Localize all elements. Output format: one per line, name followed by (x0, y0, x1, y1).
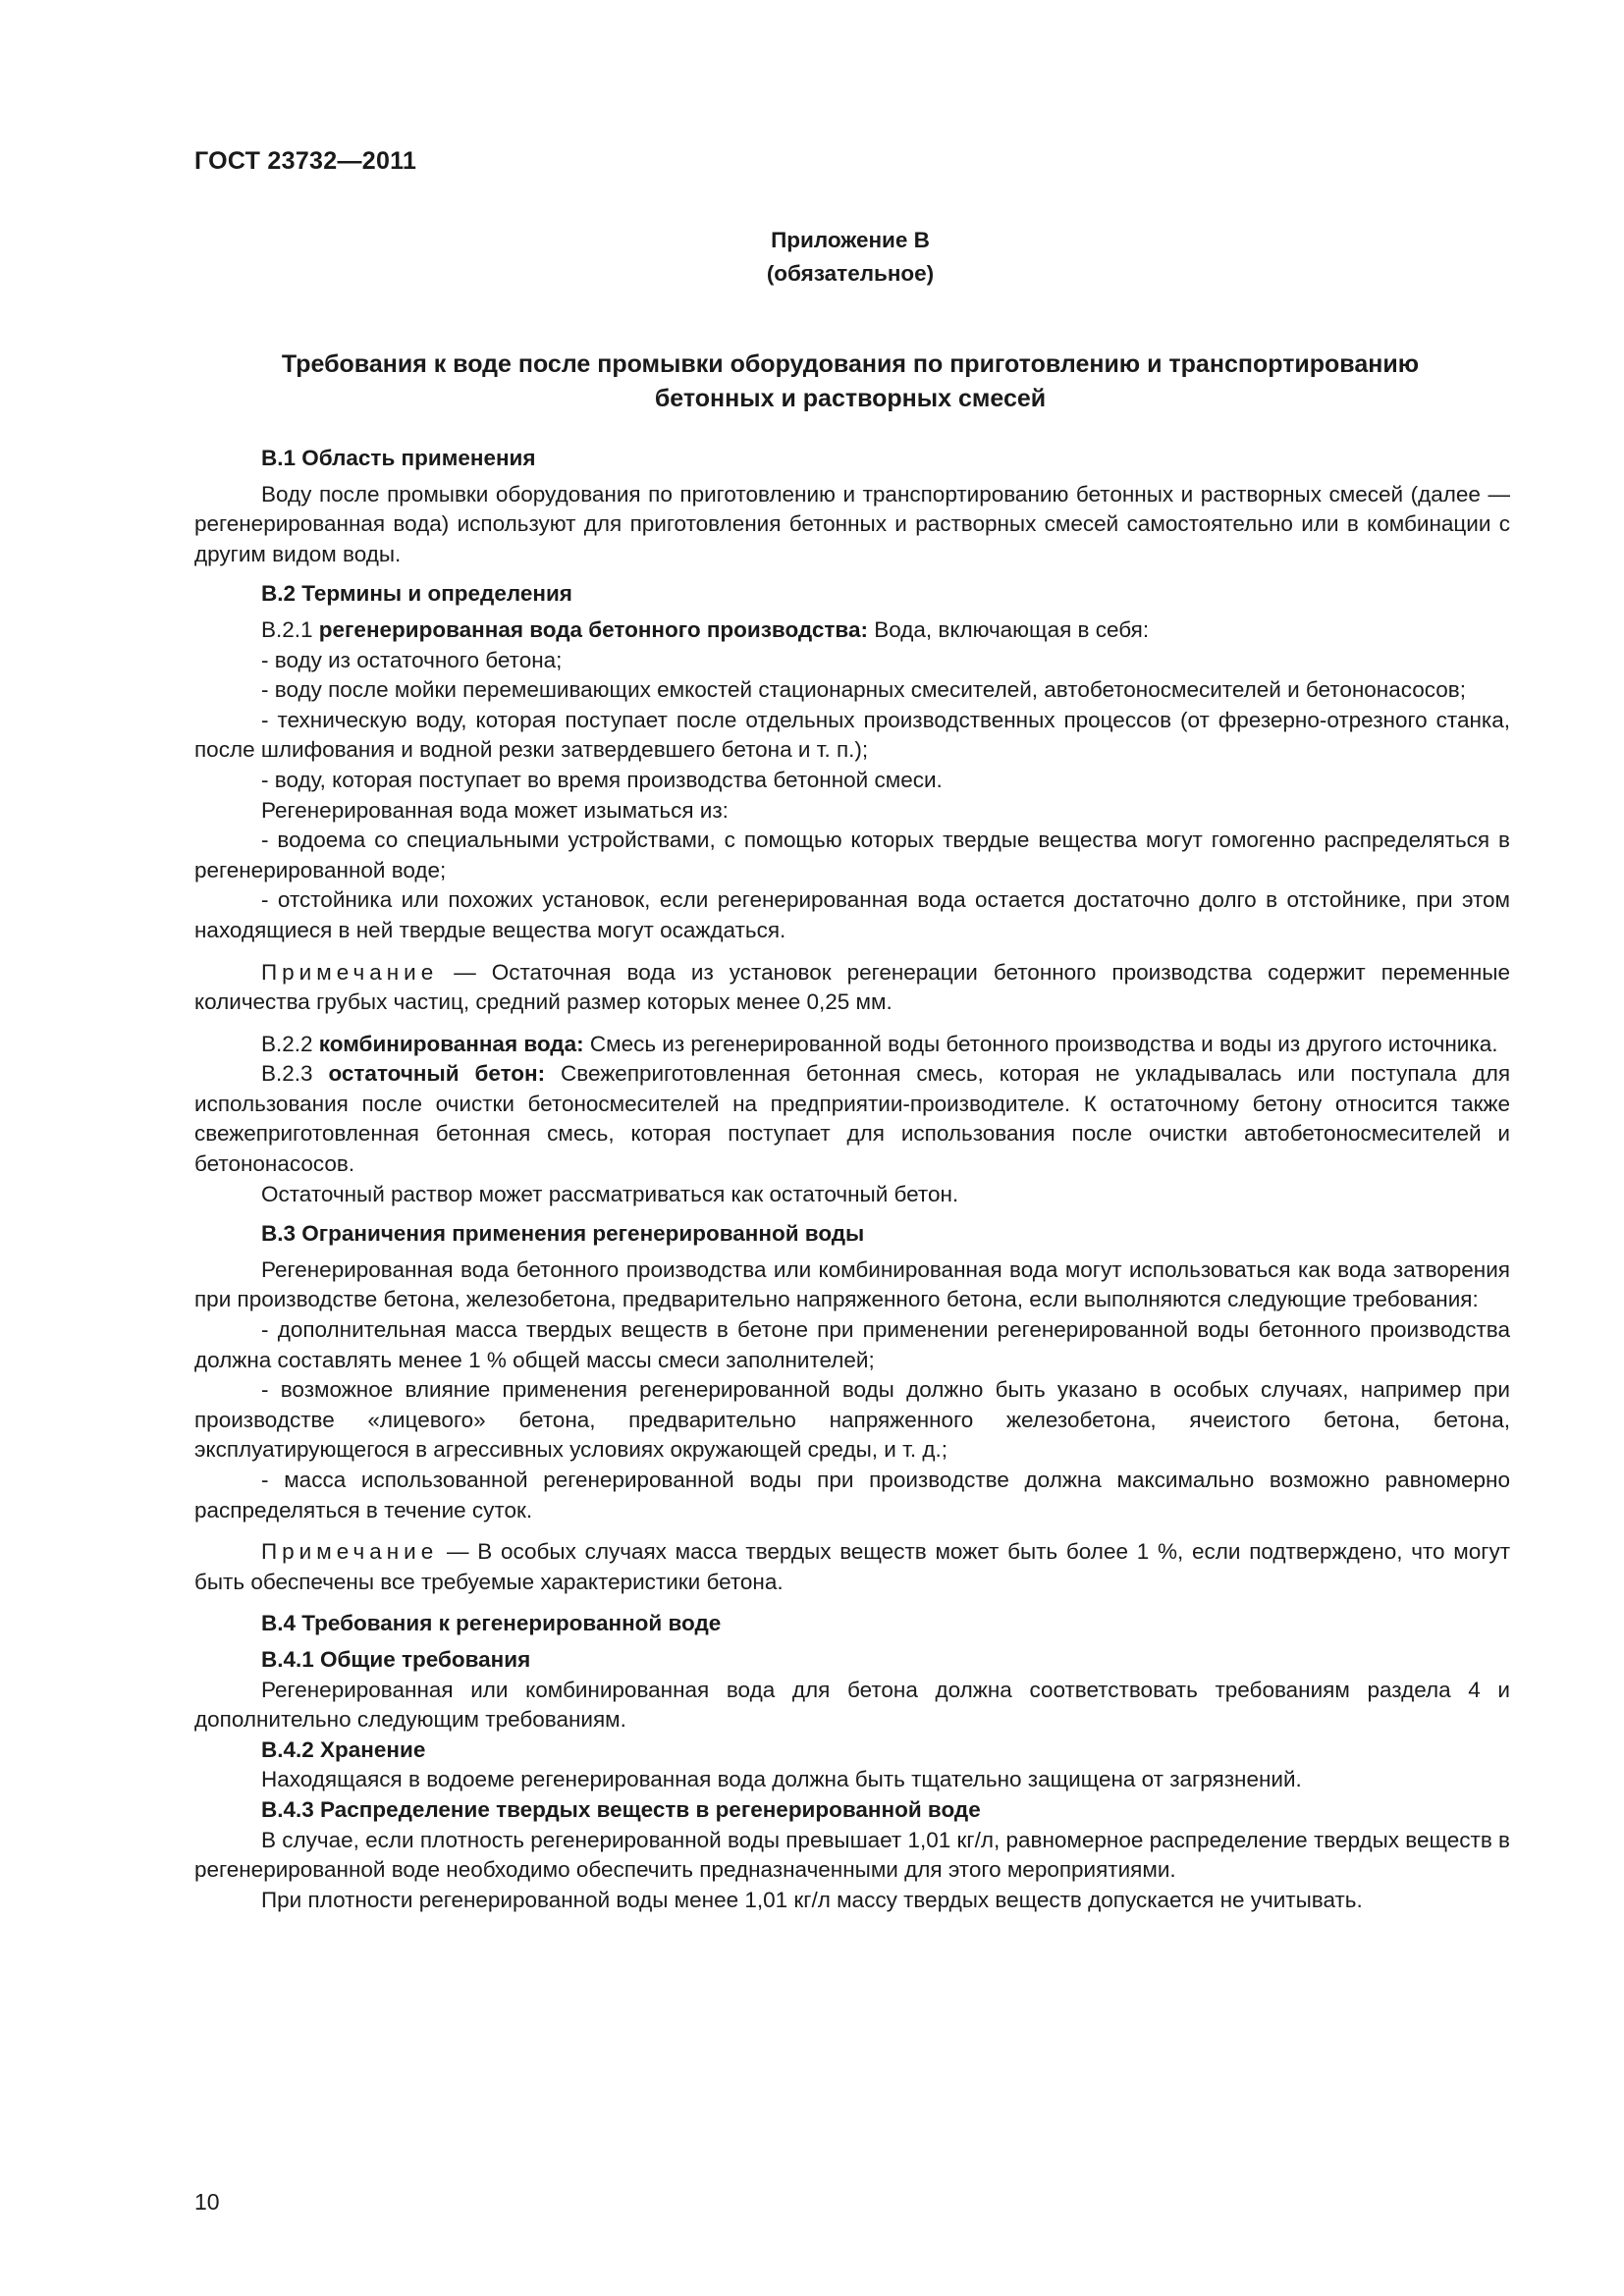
list-item: - воду после мойки перемешивающих емкостей стационарных смесителей, автобетоносмесителей и бетононасосов; (261, 677, 1466, 703)
document-body (194, 444, 1510, 1915)
definition-text: Смесь из регенерированной воды бетонного производства и воды из другого источника. (583, 1031, 1498, 1056)
clause-number: В.2.2 (261, 1031, 319, 1056)
list-item: - воду, которая поступает во время производства бетонной смеси. (261, 767, 943, 792)
appendix-heading (194, 224, 1506, 291)
subsection-heading-b4-1: В.4.1 Общие требования (261, 1646, 531, 1672)
note-label: Примечание (261, 959, 439, 985)
paragraph: Регенерированная вода бетонного производства или комбинированная вода могут использоваться как вода затворения при производстве бетона, железобетона, предварительно напряженного бетона, если выполняются следующие требования: (194, 1256, 1510, 1312)
paragraph: При плотности регенерированной воды менее 1,01 кг/л массу твердых веществ допускается не учитывать. (261, 1887, 1363, 1912)
list-item: - воду из остаточного бетона; (261, 647, 563, 672)
definition-b2-3 (194, 1059, 1510, 1179)
page-number: 10 (194, 2189, 220, 2215)
list-item: - дополнительная масса твердых веществ в бетоне при применении регенерированной воды бетонного производства должна составлять менее 1 % общей массы смеси заполнителей; (194, 1317, 1510, 1372)
defined-term: регенерированная вода бетонного производства: (318, 616, 868, 642)
section-heading-b2: В.2 Термины и определения (261, 581, 572, 607)
definition-b2-1 (194, 615, 1510, 646)
note (194, 958, 1510, 1018)
note-text: — Остаточная вода из установок регенерации бетонного производства содержит переменные количества грубых частиц, средний размер которых менее 0,25 мм. (194, 959, 1510, 1015)
appendix-title (194, 347, 1506, 416)
list-item: - возможное влияние применения регенерированной воды должно быть указано в особых случаях, например при производстве «лицевого» бетона, предварительно напряженного железобетона, ячеистого бетона, бетона, эксплуатирующегося в агрессивных условиях окружающей среды, и т. д.; (194, 1377, 1510, 1463)
definition-text: Свежеприготовленная бетонная смесь, которая не укладывалась или поступала для использования после очистки бетоносмесителей на предприятии-производителе. К остаточному бетону относится также свежеприготовленная бетонная смесь, которая поступает для использования после очистки автобетоносмесителей и бетононасосов. (194, 1061, 1511, 1177)
paragraph: Воду после промывки оборудования по приготовлению и транспортированию бетонных и растворных смесей (далее — регенерированная вода) используют для приготовления бетонных и растворных смесей самостоятельно или в комбинации с другим видом воды. (194, 481, 1510, 566)
title-line-2: бетонных и растворных смесей (654, 385, 1047, 412)
subsection-heading-b4-3: В.4.3 Распределение твердых веществ в регенерированной воде (261, 1796, 981, 1822)
clause-number: В.2.1 (261, 616, 319, 642)
paragraph: В случае, если плотность регенерированной воды превышает 1,01 кг/л, равномерное распределение твердых веществ в регенерированной воде необходимо обеспечить предназначенными для этого мероприятиями. (194, 1827, 1510, 1883)
note-text: — В особых случаях масса твердых веществ может быть более 1 %, если подтверждено, что могут быть обеспечены все требуемые характеристики бетона. (194, 1539, 1510, 1594)
note (194, 1537, 1510, 1597)
paragraph: Регенерированная или комбинированная вода для бетона должна соответствовать требованиям раздела 4 и дополнительно следующим требованиям. (194, 1677, 1510, 1733)
title-line-1: Требования к воде после промывки оборудования по приготовлению и транспортированию (281, 350, 1420, 378)
section-heading-b3: В.3 Ограничения применения регенерированной воды (261, 1221, 865, 1247)
section-heading-b4: В.4 Требования к регенерированной воде (261, 1611, 722, 1636)
definition-text: Вода, включающая в себя: (867, 616, 1150, 642)
defined-term: комбинированная вода: (318, 1031, 584, 1056)
definition-b2-2 (194, 1030, 1510, 1060)
list-item: - водоема со специальными устройствами, с помощью которых твердые вещества могут гомогенно распределяться в регенерированной воде; (194, 828, 1510, 882)
list-item: - техническую воду, которая поступает после отдельных производственных процессов (от фрезерно-отрезного станка, после шлифования и водной резки затвердевшего бетона и т. п.); (194, 707, 1510, 763)
standard-code: ГОСТ 23732—2011 (194, 147, 417, 175)
paragraph: Находящаяся в водоеме регенерированная вода должна быть тщательно защищена от загрязнений. (261, 1767, 1302, 1792)
paragraph: Регенерированная вода может изыматься из: (261, 797, 729, 823)
defined-term: остаточный бетон: (328, 1061, 546, 1087)
section-heading-b1: В.1 Область применения (261, 446, 536, 470)
note-label: Примечание (261, 1539, 439, 1565)
appendix-label: Приложение В (771, 228, 930, 252)
paragraph: Остаточный раствор может рассматриваться как остаточный бетон. (261, 1181, 959, 1206)
list-item: - масса использованной регенерированной воды при производстве должна максимально возможно равномерно распределяться в течение суток. (194, 1468, 1510, 1522)
subsection-heading-b4-2: В.4.2 Хранение (261, 1736, 426, 1762)
clause-number: В.2.3 (261, 1061, 329, 1087)
appendix-status: (обязательное) (766, 261, 935, 286)
list-item: - отстойника или похожих установок, если регенерированная вода остается достаточно долго в отстойнике, при этом находящиеся в ней твердые вещества могут осаждаться. (194, 887, 1510, 942)
